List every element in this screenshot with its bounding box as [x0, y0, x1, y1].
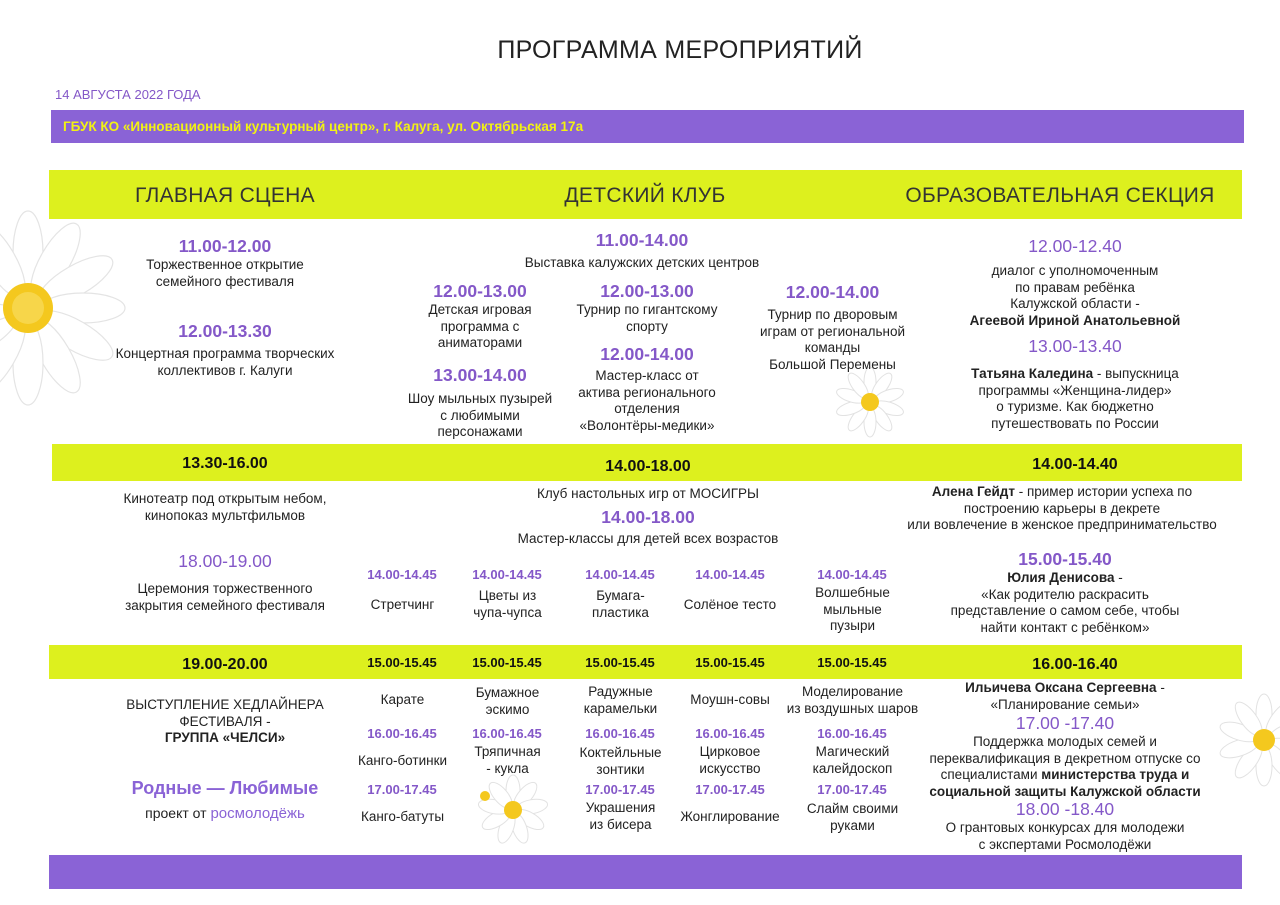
- event-text: аниматорами: [437, 335, 523, 350]
- speaker-name: Алена Гейдт: [931, 484, 1015, 499]
- education-event: [900, 680, 1230, 713]
- event-text: о туризме. Как бюджетно: [996, 399, 1154, 414]
- workshop-item: [670, 744, 790, 777]
- workshop-line: из воздушных шаров: [786, 700, 919, 716]
- workshop-line: Волшебные: [815, 585, 890, 600]
- event-text: Торжественное открытие: [146, 257, 304, 272]
- main-stage-event: [95, 697, 355, 747]
- event-text: «Как родителю раскрасить: [981, 586, 1149, 602]
- workshop-item: Карате: [380, 692, 425, 707]
- event-text: семейного фестиваля: [155, 273, 295, 289]
- event-text: Клуб настольных игр от МОСИГРЫ: [537, 486, 759, 501]
- workshop-line: чупа-чупса: [473, 604, 542, 620]
- workshop-line: Цирковое: [699, 744, 761, 759]
- workshop-item: [563, 800, 678, 833]
- slot-time: 17.00-17.45: [367, 782, 437, 797]
- kids-club-event: [740, 282, 925, 373]
- kids-club-event: [557, 344, 737, 434]
- event-text: ГРУППА «ЧЕЛСИ»: [164, 730, 286, 745]
- event-time: 14.00-18.00: [601, 507, 695, 527]
- event-text: или вовлечение в женское предпринимательство: [907, 517, 1217, 532]
- slot-time: 15.00-15.45: [472, 655, 542, 670]
- event-time: 18.00 -18.40: [1015, 799, 1115, 819]
- workshop-line: пузыри: [829, 618, 875, 633]
- event-text: О грантовых конкурсах для молодежи: [945, 820, 1185, 835]
- event-text: диалог с уполномоченным: [991, 263, 1159, 278]
- event-text: Большой Перемены: [769, 356, 896, 372]
- event-text: ВЫСТУПЛЕНИЕ ХЕДЛАЙНЕРА: [126, 697, 324, 712]
- workshop-line: Украшения: [585, 800, 656, 815]
- event-time: 12.00-14.00: [785, 282, 880, 302]
- event-text: по правам ребёнка: [1015, 279, 1135, 295]
- event-text: Поддержка молодых семей и: [973, 734, 1157, 749]
- event-text: представление о самом себе, чтобы: [950, 603, 1180, 618]
- slot-time: 14.00-14.45: [367, 567, 437, 582]
- workshop-line: Моделирование: [801, 684, 903, 699]
- workshop-line: Бумага-: [596, 588, 645, 603]
- event-text: программы «Женщина-лидер»: [978, 382, 1172, 398]
- event-text: персонажами: [437, 424, 523, 439]
- slot-time: 15.00-15.45: [585, 655, 655, 670]
- event-text: кинопоказ мультфильмов: [144, 507, 306, 523]
- event-text: Мастер-классы для детей всех возрастов: [517, 531, 779, 546]
- event-time: 11.00-12.00: [178, 236, 272, 256]
- slot-time: 14.00-14.45: [472, 567, 542, 582]
- slot-time: 15.00-15.45: [367, 655, 437, 670]
- slot-time: 17.00-17.45: [585, 782, 655, 797]
- workshop-line: зонтики: [596, 761, 645, 777]
- footer-bar: [49, 855, 1242, 889]
- workshop-item: [450, 744, 565, 777]
- event-text: с любимыми: [440, 407, 520, 423]
- workshop-item: Канго-ботинки: [357, 753, 448, 768]
- logo-subtitle: проект от: [145, 805, 207, 821]
- workshop-line: Слайм своими: [806, 801, 899, 816]
- event-time: 11.00-14.00: [595, 230, 689, 250]
- event-text: отделения: [614, 401, 680, 416]
- daisy-flower-small-icon: [470, 772, 560, 852]
- event-time: 13.00-13.40: [1028, 336, 1122, 356]
- workshop-item: [795, 585, 910, 635]
- event-text: Концертная программа творческих: [115, 346, 335, 361]
- event-time: 17.00 -17.40: [1015, 713, 1115, 733]
- slot-time: 17.00-17.45: [817, 782, 887, 797]
- event-time: 18.00-19.00: [178, 551, 272, 571]
- column-education-heading: ОБРАЗОВАТЕЛЬНАЯ СЕКЦИЯ: [905, 184, 1215, 207]
- workshop-line: из бисера: [589, 816, 652, 832]
- education-event: [905, 549, 1225, 636]
- slot-time: 16.00-16.45: [472, 726, 542, 741]
- workshop-line: Коктейльные: [579, 745, 662, 760]
- page-title: ПРОГРАММА МЕРОПРИЯТИЙ: [497, 36, 863, 64]
- event-time: 12.00-14.00: [600, 344, 694, 364]
- workshop-line: Магический: [815, 744, 890, 759]
- workshop-line: калейдоскоп: [812, 760, 893, 776]
- main-stage-event: [95, 321, 355, 379]
- logo-brand: росмолодёжь: [210, 805, 305, 822]
- speaker-name: Ильичева Оксана Сергеевна: [965, 680, 1157, 695]
- event-text: социальной защиты Калужской области: [929, 783, 1201, 799]
- event-text: «Волонтёры-медики»: [579, 417, 715, 433]
- event-text: закрытия семейного фестиваля: [125, 597, 325, 613]
- speaker-name: Юлия Денисова: [1007, 570, 1115, 585]
- workshop-line: руками: [830, 817, 875, 833]
- rodnye-lyubimye-logo: [100, 778, 350, 822]
- event-time: 16.00-16.40: [1032, 656, 1118, 673]
- event-time: 12.00-13.00: [600, 281, 694, 301]
- event-text: Кинотеатр под открытым небом,: [123, 491, 327, 506]
- workshop-item: Солёное тесто: [683, 597, 777, 612]
- event-text: актива регионального: [578, 384, 716, 400]
- column-main-stage-heading: ГЛАВНАЯ СЦЕНА: [135, 184, 315, 207]
- event-text: спорту: [626, 318, 668, 334]
- event-text: Церемония торжественного: [137, 581, 313, 596]
- logo-title: Родные — Любимые: [131, 778, 319, 798]
- event-time: 15.00-15.40: [1018, 549, 1112, 569]
- workshop-item: Канго-батуты: [360, 809, 445, 824]
- workshop-item: [450, 685, 565, 718]
- workshop-item: [795, 744, 910, 777]
- event-text: играм от региональной: [759, 323, 906, 339]
- slot-time: 16.00-16.45: [585, 726, 655, 741]
- education-event: [930, 236, 1220, 329]
- event-time: 14.00-18.00: [605, 458, 691, 475]
- event-time: 12.00-13.30: [178, 321, 272, 341]
- event-text: Мастер-класс от: [595, 368, 699, 383]
- kids-club-event: [395, 365, 565, 441]
- daisy-flower-mid-icon: [830, 365, 910, 440]
- event-text: - пример истории успеха по: [1014, 484, 1193, 499]
- event-text: «Планирование семьи»: [990, 696, 1140, 712]
- workshop-line: Бумажное: [475, 685, 540, 700]
- event-text: с экспертами Росмолодёжи: [978, 836, 1152, 852]
- slot-time: 15.00-15.45: [817, 655, 887, 670]
- event-text: -: [1156, 680, 1165, 695]
- speaker-name: Татьяна Каледина: [971, 366, 1094, 381]
- workshop-line: искусство: [699, 760, 761, 776]
- workshop-item: Моушн-совы: [690, 692, 770, 707]
- workshop-line: эскимо: [485, 701, 530, 717]
- event-text: переквалификация в декретном отпуске со: [929, 750, 1201, 766]
- workshop-line: Тряпичная: [474, 744, 541, 759]
- event-text: Агеевой Ириной Анатольевной: [969, 312, 1181, 328]
- workshop-line: Радужные: [588, 684, 653, 699]
- event-text: Выставка калужских детских центров: [524, 255, 760, 270]
- event-text: найти контакт с ребёнком»: [980, 619, 1150, 635]
- event-text: -: [1114, 570, 1123, 585]
- workshop-item: [563, 684, 678, 717]
- slot-time: 14.00-14.45: [817, 567, 887, 582]
- workshop-item: [563, 745, 678, 778]
- slot-time: 14.00-14.45: [585, 567, 655, 582]
- main-stage-event: [100, 236, 350, 290]
- workshop-item: [450, 588, 565, 621]
- event-time: 13.00-14.00: [433, 365, 527, 385]
- kids-club-event: [492, 230, 792, 272]
- event-time: 12.00-12.40: [1028, 236, 1122, 256]
- slot-time: 16.00-16.45: [695, 726, 765, 741]
- workshop-line: мыльные: [823, 601, 882, 617]
- slot-time: 14.00-14.45: [695, 567, 765, 582]
- workshop-line: карамельки: [583, 700, 658, 716]
- event-text: Шоу мыльных пузырей: [407, 391, 553, 406]
- event-time: 19.00-20.00: [182, 656, 268, 673]
- workshop-line: пластика: [592, 604, 649, 620]
- event-text: коллективов г. Калуги: [157, 362, 293, 378]
- workshop-item: Стретчинг: [370, 597, 435, 612]
- event-text: Турнир по дворовым: [767, 307, 898, 322]
- event-text: Турнир по гигантскому: [576, 302, 718, 317]
- workshop-line: Цветы из: [478, 588, 537, 603]
- event-time: 12.00-13.00: [433, 281, 527, 301]
- kids-club-event: [400, 281, 560, 352]
- main-stage-event: [100, 551, 350, 614]
- event-text: Детская игровая: [428, 302, 532, 317]
- slot-time: 15.00-15.45: [695, 655, 765, 670]
- event-text: программа с: [440, 318, 520, 334]
- education-event: [880, 484, 1244, 534]
- event-time: 13.30-16.00: [182, 455, 268, 472]
- education-event: [900, 713, 1230, 800]
- event-text: команды: [804, 340, 861, 355]
- column-kids-club-heading: ДЕТСКИЙ КЛУБ: [564, 184, 726, 207]
- education-event: [900, 799, 1230, 853]
- event-text: построению карьеры в декрете: [963, 500, 1161, 516]
- venue-address: ГБУК КО «Инновационный культурный центр», г. Калуга, ул. Октябрьская 17а: [63, 119, 584, 134]
- event-time: 14.00-14.40: [1032, 456, 1118, 473]
- event-text: министерства труда и: [1041, 767, 1190, 782]
- event-text: ФЕСТИВАЛЯ -: [179, 713, 271, 729]
- workshop-item: [563, 588, 678, 621]
- slot-time: 16.00-16.45: [367, 726, 437, 741]
- education-event: [930, 336, 1220, 432]
- event-text: специалистами: [940, 767, 1042, 782]
- slot-time: 16.00-16.45: [817, 726, 887, 741]
- event-text: Калужской области -: [1010, 296, 1140, 311]
- workshop-item: Жонглирование: [680, 809, 780, 824]
- event-text: путешествовать по России: [991, 415, 1159, 431]
- slot-time: 17.00-17.45: [695, 782, 765, 797]
- event-text: - выпускница: [1093, 366, 1179, 381]
- event-date: 14 АВГУСТА 2022 ГОДА: [55, 87, 201, 102]
- main-stage-event: [95, 491, 355, 524]
- workshop-line: - кукла: [486, 760, 529, 776]
- kids-club-event: [557, 281, 737, 335]
